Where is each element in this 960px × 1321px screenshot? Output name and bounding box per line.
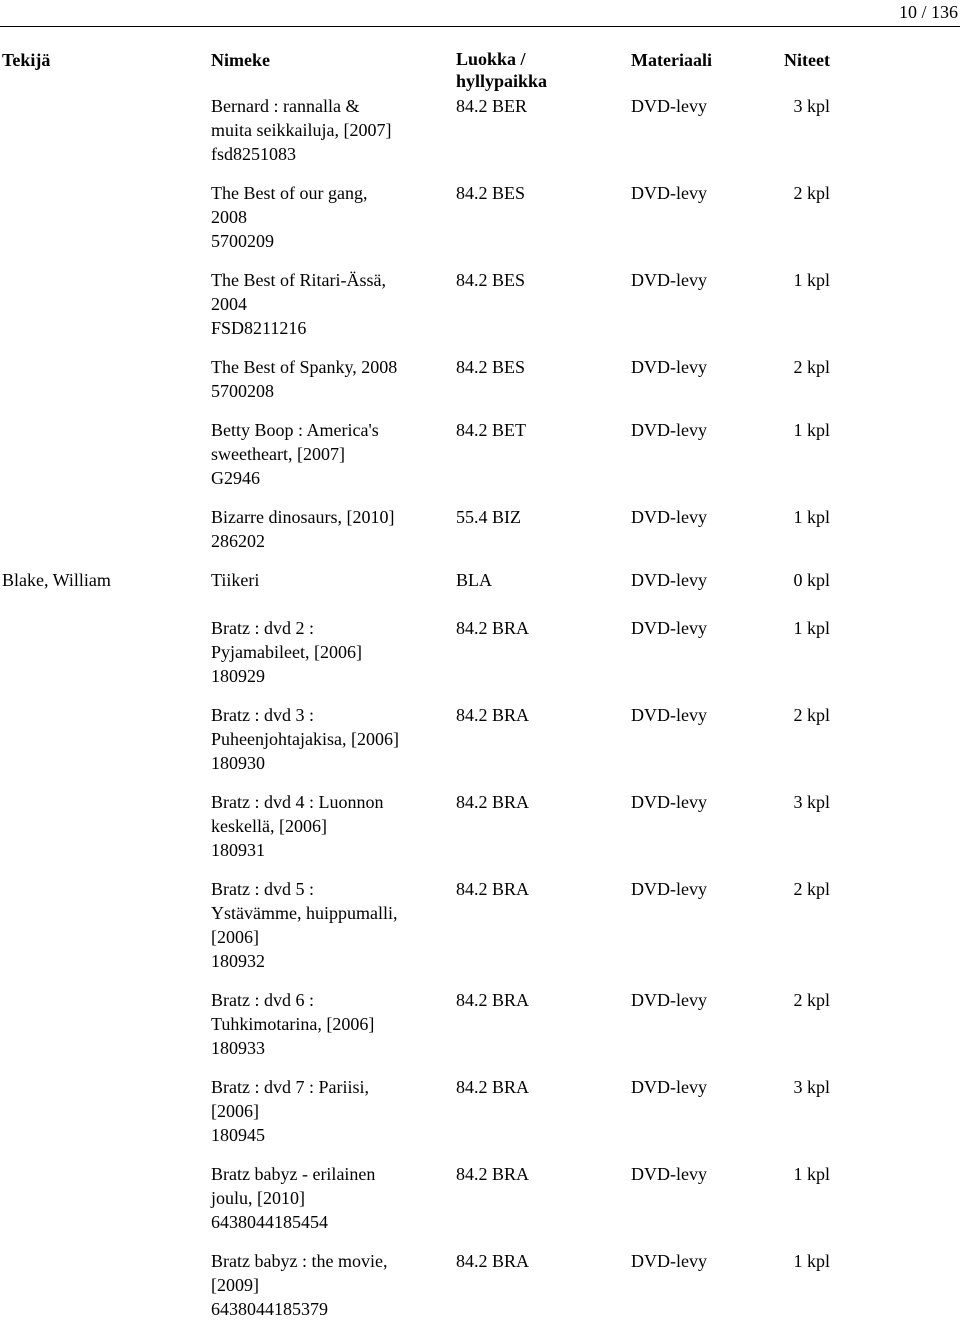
row-count: 1 kpl [793,507,830,527]
row-class: 84.2 BRA [456,705,530,725]
row-title [211,181,441,253]
row-title-line: keskellä, [2006] [211,816,327,836]
row-title-line: Puheenjohtajakisa, [2006] [211,729,399,749]
row-material: DVD-levy [631,1251,707,1271]
row-count: 1 kpl [793,420,830,440]
row-title [211,616,441,688]
row-title-line: 180932 [211,951,265,971]
row-count: 1 kpl [793,618,830,638]
row-material: DVD-levy [631,183,707,203]
page-number: 10 / 136 [898,2,958,22]
row-title-line: 2004 [211,294,247,314]
row-class: 84.2 BES [456,183,526,203]
header-material: Materiaali [631,50,712,70]
row-title-line: sweetheart, [2007] [211,444,345,464]
header-count: Niteet [784,50,830,70]
row-class: 84.2 BRA [456,792,530,812]
row-title [211,268,441,340]
row-title-line: The Best of Spanky, 2008 [211,357,398,377]
row-title-line: [2006] [211,927,259,947]
row-material: DVD-levy [631,1164,707,1184]
row-title [211,505,441,577]
row-title-line: Bratz : dvd 3 : [211,705,314,725]
row-title-line: Bratz : dvd 7 : Pariisi, [211,1077,369,1097]
row-class: 84.2 BRA [456,1077,530,1097]
row-title [211,418,441,490]
row-title-line: 180929 [211,666,265,686]
row-material: DVD-levy [631,792,707,812]
row-title-line: 180930 [211,753,265,773]
row-title-line: 180933 [211,1038,265,1058]
row-material: DVD-levy [631,618,707,638]
row-material: DVD-levy [631,270,707,290]
row-class: 84.2 BRA [456,879,530,899]
row-material: DVD-levy [631,1077,707,1097]
header-class-line1: Luokka / [456,49,526,69]
row-title-line: Bernard : rannalla & [211,96,360,116]
page-number-rule [0,26,960,27]
row-title-line: Betty Boop : America's [211,420,379,440]
header-class-line2: hyllypaikka [456,71,548,91]
row-title-line: 6438044185379 [211,1299,328,1319]
row-title-line: The Best of our gang, [211,183,368,203]
row-title-line: 5700208 [211,381,274,401]
row-title-line: Bratz : dvd 6 : [211,990,314,1010]
row-title [211,703,441,775]
row-material: DVD-levy [631,507,707,527]
row-class: 84.2 BES [456,357,526,377]
row-class: 84.2 BET [456,420,526,440]
row-material: DVD-levy [631,705,707,725]
row-material: DVD-levy [631,879,707,899]
row-title-line: Pyjamabileet, [2006] [211,642,362,662]
row-title-line: fsd8251083 [211,144,296,164]
row-title-line: The Best of Ritari-Ässä, [211,270,386,290]
row-title [211,877,441,973]
row-count: 3 kpl [793,96,830,116]
row-count: 2 kpl [793,357,830,377]
row-title-line: 286202 [211,531,265,551]
row-title-line: 5700209 [211,231,274,251]
row-count: 0 kpl [793,570,830,590]
row-title-line: Ystävämme, huippumalli, [211,903,398,923]
row-title-line: 2008 [211,207,247,227]
row-title [211,94,441,166]
row-count: 3 kpl [793,1077,830,1097]
table-header [0,48,960,98]
row-class: 84.2 BRA [456,618,530,638]
row-count: 1 kpl [793,270,830,290]
row-count: 2 kpl [793,705,830,725]
row-count: 2 kpl [793,879,830,899]
row-title-line: Bratz : dvd 2 : [211,618,314,638]
row-title-line: joulu, [2010] [211,1188,305,1208]
row-count: 1 kpl [793,1164,830,1184]
row-title-line: G2946 [211,468,260,488]
row-class: 84.2 BER [456,96,528,116]
row-title-line: Bratz babyz : the movie, [211,1251,388,1271]
row-title-line: Bratz : dvd 5 : [211,879,314,899]
row-material: DVD-levy [631,96,707,116]
row-title [211,1075,441,1147]
row-title-line: Bratz : dvd 4 : Luonnon [211,792,384,812]
row-class: BLA [456,570,492,590]
row-title-line: [2006] [211,1101,259,1121]
row-material: DVD-levy [631,570,707,590]
row-title-line: 180931 [211,840,265,860]
row-count: 2 kpl [793,990,830,1010]
header-class [456,48,596,92]
row-title-line: FSD8211216 [211,318,307,338]
row-class: 84.2 BES [456,270,526,290]
row-class: 84.2 BRA [456,1164,530,1184]
row-author: Blake, William [2,570,111,590]
row-material: DVD-levy [631,420,707,440]
row-class: 84.2 BRA [456,990,530,1010]
row-count: 2 kpl [793,183,830,203]
row-title-line: Bratz babyz - erilainen [211,1164,376,1184]
header-author: Tekijä [2,50,51,70]
row-title-line: 6438044185454 [211,1212,328,1232]
row-material: DVD-levy [631,357,707,377]
row-count: 1 kpl [793,1251,830,1271]
row-count: 3 kpl [793,792,830,812]
row-title [211,355,441,427]
row-title-line: 180945 [211,1125,265,1145]
row-title [211,1249,441,1321]
row-class: 84.2 BRA [456,1251,530,1271]
row-title [211,790,441,862]
row-title-line: [2009] [211,1275,259,1295]
row-title-line: Tiikeri [211,570,260,590]
row-title-line: Tuhkimotarina, [2006] [211,1014,375,1034]
header-title: Nimeke [211,50,270,70]
row-title-line: muita seikkailuja, [2007] [211,120,392,140]
row-title-line [211,592,441,616]
row-title [211,1162,441,1234]
row-material: DVD-levy [631,990,707,1010]
row-class: 55.4 BIZ [456,507,521,527]
row-title-line: Bizarre dinosaurs, [2010] [211,507,395,527]
row-title [211,988,441,1060]
